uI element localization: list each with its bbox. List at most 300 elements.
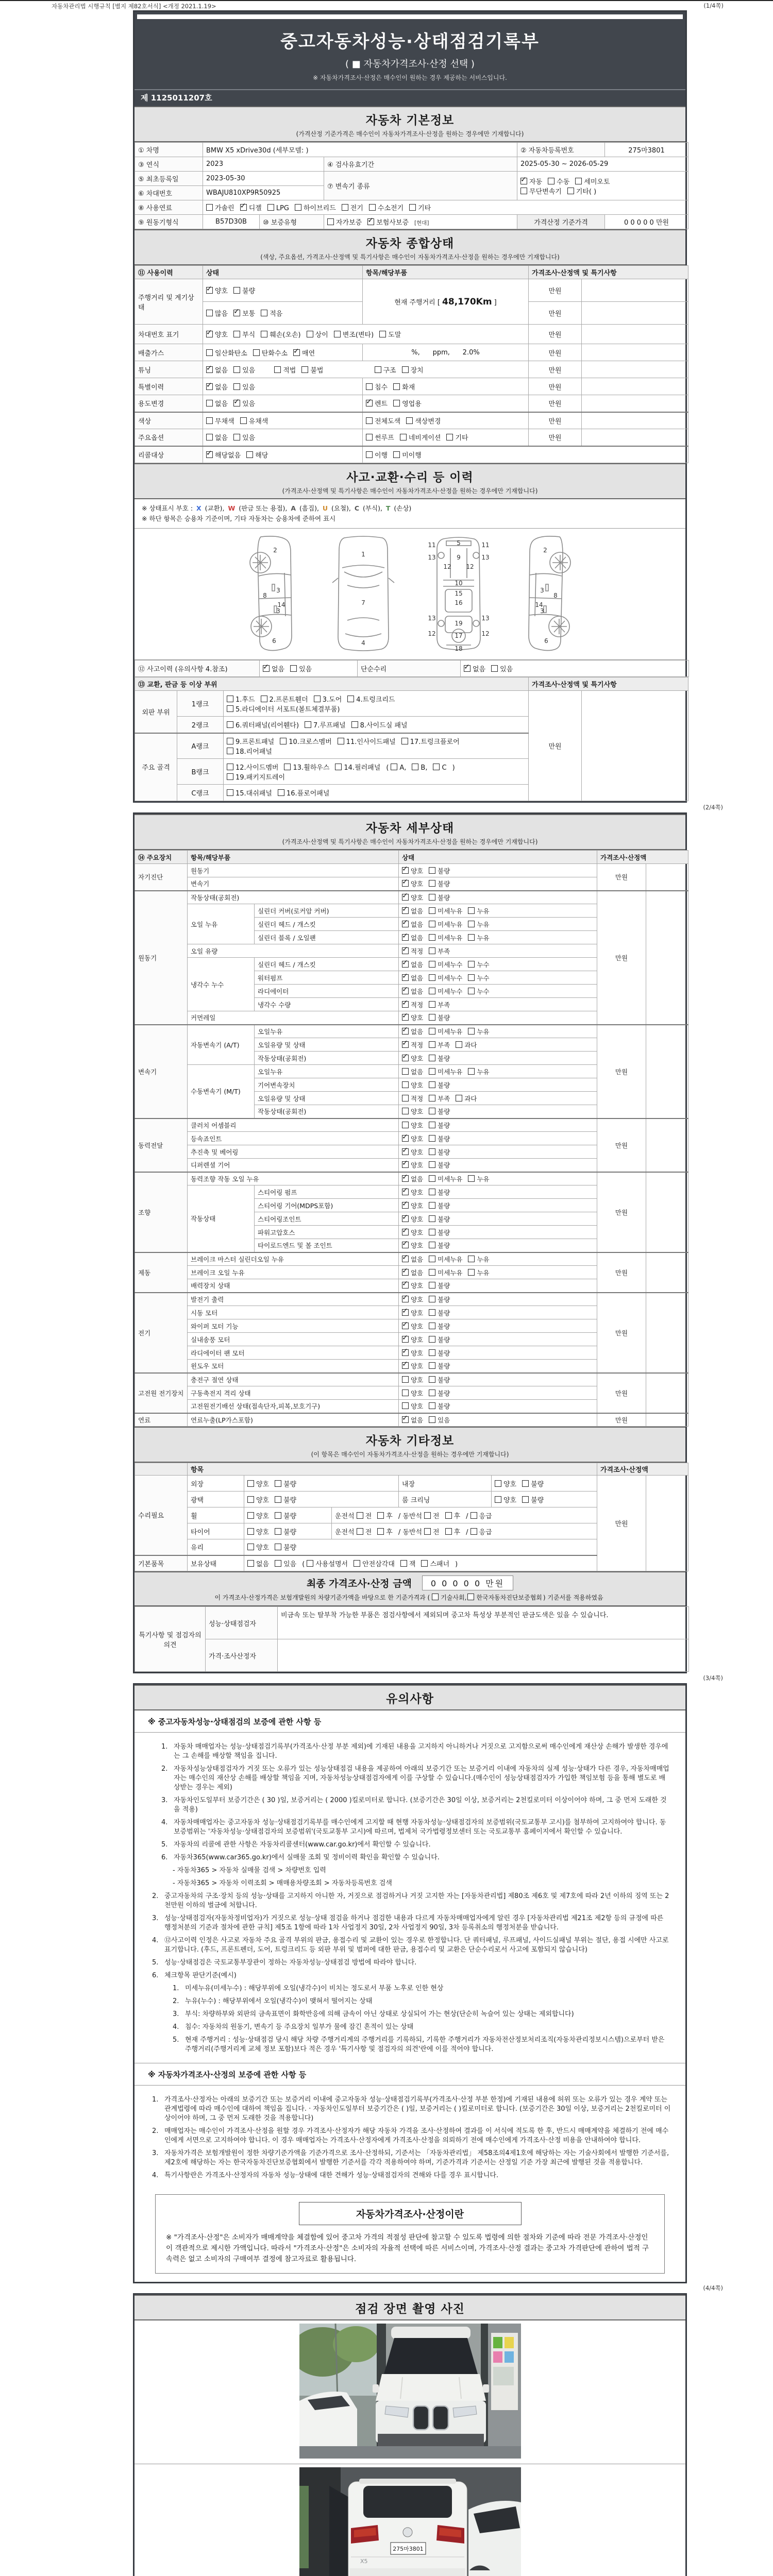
checkbox[interactable] [369, 204, 376, 211]
checkbox[interactable] [421, 1560, 428, 1567]
checkbox-label: 전기 [350, 205, 363, 212]
checkbox[interactable] [429, 1189, 435, 1195]
checkbox[interactable] [429, 1122, 435, 1128]
checkbox[interactable] [468, 907, 475, 914]
checkbox-label: 13.휠하우스 [293, 764, 330, 772]
checkbox[interactable] [402, 974, 409, 981]
checkbox[interactable] [253, 349, 260, 356]
detail-state-title: 자동차 세부상태 [365, 822, 455, 835]
checkbox[interactable] [206, 434, 213, 440]
checkbox[interactable] [206, 310, 213, 316]
checkbox[interactable] [402, 1068, 409, 1075]
checkbox[interactable] [227, 748, 233, 754]
label-cell: 외장 [188, 1476, 244, 1492]
checkbox[interactable] [567, 188, 574, 194]
checkbox-label: 상이 [315, 331, 328, 339]
label-cell: 실린더 헤드 / 개스킷 [255, 958, 399, 971]
checkbox[interactable] [402, 1269, 409, 1276]
checkbox[interactable] [393, 383, 400, 390]
checkbox-label: 양호 [411, 1282, 424, 1290]
checkbox[interactable] [429, 1402, 435, 1409]
checkbox[interactable] [354, 1560, 360, 1567]
label-cell: 실내송풍 모터 [188, 1333, 399, 1346]
checkbox[interactable] [429, 988, 435, 994]
checkbox[interactable] [409, 204, 416, 211]
checkbox[interactable] [424, 1528, 431, 1535]
checkbox-label: 양호 [411, 1108, 424, 1116]
checkbox[interactable] [429, 947, 435, 954]
checkbox[interactable] [402, 1202, 409, 1209]
inline-text: ) [452, 764, 455, 772]
checkbox-label: 없음 [272, 666, 285, 673]
checkbox[interactable] [468, 1175, 475, 1182]
checkbox[interactable] [227, 773, 233, 780]
checkbox[interactable] [495, 1496, 501, 1503]
checkbox-item [366, 450, 388, 460]
checkbox[interactable] [233, 366, 240, 373]
checkbox[interactable] [429, 1161, 435, 1168]
checkbox[interactable] [377, 1528, 384, 1535]
checkbox-item [429, 1375, 450, 1384]
checkbox[interactable] [307, 1560, 313, 1567]
checkbox-label: 보통 [242, 310, 256, 318]
label-cell: 가격조사·산정액 [597, 851, 688, 864]
basic-info-subtitle: (가격산정 기준가격은 매수인이 자동차가격조사·산정을 원하는 경우에만 기재합니다) [296, 130, 524, 138]
checkbox[interactable] [429, 1362, 435, 1369]
checkbox[interactable] [402, 1135, 409, 1142]
note-item: 5. 자동차의 리콜에 관한 사항은 자동차리콜센터(www.car.go.kr)에서 확인할 수 있습니다. [161, 1841, 431, 1849]
checkbox[interactable] [456, 1095, 462, 1101]
checkbox[interactable] [429, 1175, 435, 1182]
checkbox[interactable] [227, 789, 233, 796]
checkbox-item [393, 398, 422, 408]
checkbox[interactable] [429, 1001, 435, 1008]
checkbox[interactable] [290, 665, 297, 672]
checkbox[interactable] [327, 218, 334, 225]
checkbox[interactable] [412, 764, 418, 770]
checkbox[interactable] [402, 907, 409, 914]
checkbox[interactable] [295, 204, 301, 211]
checkbox-item [548, 176, 569, 186]
checkbox[interactable] [402, 1402, 409, 1409]
checkbox-item [567, 186, 596, 196]
label-cell: 만원 [597, 1252, 646, 1293]
checkbox-label: 없음 [411, 960, 424, 969]
checkbox[interactable] [357, 1528, 363, 1535]
checkbox-item [227, 772, 285, 782]
checkbox[interactable] [347, 696, 354, 702]
checkbox[interactable] [278, 789, 284, 796]
checkbox[interactable] [206, 400, 213, 406]
definition-box-paragraph: ※ "가격조사·산정"은 소비자가 매매계약을 체결함에 있어 중고차 가격의 적절성 판단에 참고할 수 있도록 법령에 의한 절차와 기준에 따라 전문 가격조사·산정인이 객관적으로 제시한 가액입니다. 따라서 "가격조사·산정"은 소비자의 자율적 선택에 따른 서비스이며, 가격조사·산정 결과는 중고차 가격판단에 관하여 법적 구속력은 없고 소비자의 구매여부 결정에 참고자료로 활용됩니다. [166, 2233, 649, 2263]
checkbox[interactable] [433, 764, 440, 770]
checkbox[interactable] [429, 1215, 435, 1222]
checkbox[interactable] [338, 738, 344, 744]
checkbox[interactable] [429, 1323, 435, 1329]
checkbox[interactable] [233, 310, 240, 316]
checkbox[interactable] [233, 383, 240, 390]
checkbox[interactable] [246, 451, 253, 458]
label-cell [646, 864, 688, 891]
checkbox-label: 18.리어패널 [236, 748, 272, 756]
svg-text:3: 3 [276, 587, 280, 594]
checkbox[interactable] [366, 400, 373, 406]
inline-text: / [466, 1528, 468, 1536]
label-cell: 자동변속기 (A/T) [188, 1025, 255, 1065]
checkbox[interactable] [206, 366, 213, 373]
checkbox[interactable] [261, 310, 267, 316]
checkbox[interactable] [429, 1068, 435, 1075]
page-label-2: (2/4쪽) [703, 804, 723, 811]
checkbox[interactable] [429, 1081, 435, 1088]
checkbox[interactable] [366, 434, 373, 440]
label-cell: 만원 [597, 864, 646, 891]
checkbox[interactable] [402, 1055, 409, 1061]
checkbox[interactable] [429, 1376, 435, 1383]
checkbox[interactable] [429, 1242, 435, 1248]
checkbox[interactable] [402, 1001, 409, 1008]
label-cell: 배출가스 [135, 344, 203, 361]
checkbox[interactable] [233, 287, 240, 294]
checkbox[interactable] [429, 1229, 435, 1235]
checkbox-label: 침수 [375, 383, 388, 392]
checkbox[interactable] [402, 1229, 409, 1235]
checkbox[interactable] [548, 178, 554, 184]
checkbox[interactable] [280, 738, 287, 744]
checkbox[interactable] [247, 1512, 254, 1519]
checkbox[interactable] [429, 934, 435, 941]
checkbox[interactable] [429, 961, 435, 968]
checkbox-item [402, 1201, 423, 1210]
checkbox[interactable] [429, 880, 435, 887]
checkbox-label: 양호 [411, 1309, 424, 1317]
label-cell: ⑭ 주요장치 [135, 851, 188, 864]
checkbox[interactable] [429, 907, 435, 914]
checkbox[interactable] [275, 1528, 281, 1535]
checkbox[interactable] [429, 867, 435, 874]
checkbox[interactable] [429, 1256, 435, 1262]
checkbox-item [406, 416, 441, 426]
checkbox-item [314, 694, 342, 704]
checkbox-item [227, 788, 272, 798]
segment-page2 [133, 812, 687, 1673]
checkbox[interactable] [275, 1496, 281, 1503]
checkbox[interactable] [402, 1416, 409, 1423]
state-code-meaning: (판금 또는 용접), [237, 504, 290, 512]
checkbox[interactable] [402, 947, 409, 954]
checkbox[interactable] [400, 434, 407, 440]
checkbox[interactable] [402, 1175, 409, 1182]
checkbox[interactable] [424, 1512, 431, 1519]
checkbox[interactable] [402, 934, 409, 941]
checkbox[interactable] [432, 1594, 439, 1600]
checkbox[interactable] [379, 331, 386, 337]
label-cell: 만원 [597, 1025, 646, 1118]
field-cell [203, 446, 363, 463]
checkbox-item [402, 1295, 423, 1304]
checkbox[interactable] [520, 188, 527, 194]
checkbox[interactable] [402, 1256, 409, 1262]
checkbox[interactable] [206, 349, 213, 356]
checkbox-item [429, 973, 462, 982]
checkbox[interactable] [357, 1512, 363, 1519]
checkbox[interactable] [429, 894, 435, 901]
checkbox[interactable] [401, 738, 408, 744]
field-cell [203, 302, 363, 325]
checkbox[interactable] [446, 434, 453, 440]
checkbox-label: 있음 [500, 666, 513, 673]
checkbox[interactable] [227, 721, 233, 728]
checkbox[interactable] [227, 764, 233, 770]
checkbox[interactable] [495, 1480, 501, 1487]
checkbox-item [334, 329, 374, 339]
checkbox[interactable] [429, 1014, 435, 1021]
checkbox-item [495, 1495, 516, 1504]
checkbox[interactable] [247, 1496, 254, 1503]
checkbox[interactable] [402, 1148, 409, 1155]
checkbox-item [429, 1107, 450, 1116]
checkbox-item [429, 893, 450, 902]
checkbox[interactable] [429, 1296, 435, 1302]
checkbox-item [402, 1121, 423, 1130]
checkbox[interactable] [429, 921, 435, 927]
checkbox[interactable] [402, 1108, 409, 1114]
checkbox-label: 양호 [503, 1480, 517, 1488]
checkbox[interactable] [402, 894, 409, 901]
checkbox[interactable] [429, 1309, 435, 1316]
checkbox[interactable] [342, 204, 348, 211]
checkbox[interactable] [293, 349, 300, 356]
checkbox-item [247, 1558, 269, 1568]
checkbox[interactable] [468, 1269, 475, 1276]
checkbox[interactable] [402, 366, 409, 373]
checkbox[interactable] [468, 961, 475, 968]
checkbox[interactable] [429, 1349, 435, 1356]
checkbox[interactable] [247, 1560, 254, 1567]
checkbox[interactable] [406, 417, 413, 424]
checkbox[interactable] [429, 1041, 435, 1048]
state-code-line [142, 503, 678, 514]
label-cell: 2025-05-30 ~ 2026-05-29 [517, 157, 688, 172]
checkbox-label: 유채색 [248, 417, 268, 426]
checkbox-label: 불량 [438, 1322, 450, 1330]
checkbox[interactable] [575, 178, 582, 184]
checkbox[interactable] [247, 1528, 254, 1535]
checkbox-item [402, 973, 423, 982]
checkbox[interactable] [402, 1095, 409, 1101]
checkbox[interactable] [301, 366, 308, 373]
checkbox[interactable] [470, 1528, 477, 1535]
checkbox[interactable] [227, 705, 233, 712]
checkbox[interactable] [402, 1282, 409, 1289]
checkbox[interactable] [275, 1544, 281, 1550]
checkbox[interactable] [402, 1349, 409, 1356]
label-cell: 색상 [135, 412, 203, 429]
checkbox-label: 없음 [411, 1027, 424, 1036]
checkbox[interactable] [206, 204, 213, 211]
checkbox-item [429, 987, 462, 996]
checkbox[interactable] [470, 1512, 477, 1519]
checkbox[interactable] [206, 383, 213, 390]
checkbox-label: LPG [276, 205, 289, 212]
label-cell: 항목/해당부품 [363, 266, 529, 279]
checkbox-label: 불량 [438, 1215, 450, 1223]
field-cell [399, 918, 597, 931]
checkbox[interactable] [468, 988, 475, 994]
checkbox-label: 적정 [411, 1041, 424, 1049]
checkbox[interactable] [429, 1108, 435, 1114]
checkbox[interactable] [402, 880, 409, 887]
checkbox[interactable] [261, 696, 267, 702]
checkbox-label: 사용설명서 [315, 1560, 348, 1568]
checkbox[interactable] [402, 1189, 409, 1195]
checkbox[interactable] [334, 331, 341, 337]
checkbox[interactable] [402, 1215, 409, 1222]
checkbox-item [491, 664, 513, 673]
checkbox[interactable] [402, 1161, 409, 1168]
label-cell: 외판 부위 [135, 691, 177, 733]
checkbox[interactable] [464, 665, 470, 672]
checkbox[interactable] [429, 1389, 435, 1396]
checkbox[interactable] [263, 665, 270, 672]
checkbox[interactable] [375, 366, 381, 373]
checkbox[interactable] [520, 178, 527, 184]
checkbox[interactable] [429, 1282, 435, 1289]
checkbox[interactable] [402, 921, 409, 927]
checkbox[interactable] [402, 1309, 409, 1316]
checkbox[interactable] [284, 764, 291, 770]
checkbox[interactable] [429, 974, 435, 981]
checkbox-label: 부족 [438, 1041, 450, 1049]
checkbox[interactable] [307, 331, 313, 337]
checkbox[interactable] [445, 1528, 452, 1535]
checkbox[interactable] [402, 1362, 409, 1369]
checkbox[interactable] [261, 331, 267, 337]
checkbox[interactable] [267, 204, 274, 211]
checkbox-item [429, 1348, 450, 1358]
field-cell [363, 429, 529, 446]
checkbox[interactable] [429, 1202, 435, 1209]
checkbox[interactable] [335, 764, 342, 770]
checkbox-item [369, 202, 404, 212]
checkbox[interactable] [206, 451, 213, 458]
checkbox-item [429, 1281, 450, 1290]
checkbox[interactable] [275, 1480, 281, 1487]
checkbox[interactable] [402, 1081, 409, 1088]
checkbox[interactable] [429, 1336, 435, 1343]
checkbox-item [468, 1255, 489, 1264]
checkbox-item [429, 1228, 450, 1237]
checkbox[interactable] [402, 1376, 409, 1383]
inline-text: ( [386, 764, 389, 772]
checkbox[interactable] [402, 1242, 409, 1248]
checkbox-label: 불량 [438, 1242, 450, 1250]
checkbox[interactable] [402, 1323, 409, 1329]
checkbox[interactable] [275, 1560, 281, 1567]
checkbox[interactable] [351, 721, 358, 728]
checkbox[interactable] [429, 1095, 435, 1101]
checkbox[interactable] [366, 451, 373, 458]
checkbox[interactable] [468, 921, 475, 927]
checkbox[interactable] [429, 1269, 435, 1276]
checkbox[interactable] [247, 1544, 254, 1550]
checkbox[interactable] [402, 867, 409, 874]
checkbox[interactable] [402, 1336, 409, 1343]
checkbox[interactable] [491, 665, 498, 672]
checkbox[interactable] [240, 204, 247, 211]
svg-text:12: 12 [481, 630, 490, 637]
checkbox[interactable] [314, 696, 321, 702]
label-cell: 가격조사·산정액 [597, 1463, 688, 1476]
label-cell: 항목/해당부품 [188, 851, 399, 864]
checkbox[interactable] [400, 1560, 407, 1567]
label-cell: 유리 [188, 1539, 244, 1555]
checkbox[interactable] [247, 1480, 254, 1487]
checkbox[interactable] [275, 1512, 281, 1519]
checkbox[interactable] [402, 1028, 409, 1035]
checkbox[interactable] [240, 417, 247, 424]
checkbox-label: 없음 [411, 987, 424, 995]
checkbox[interactable] [429, 1416, 435, 1423]
checkbox[interactable] [366, 417, 373, 424]
notes-heading-2: ※ 자동차가격조사·산정의 보증에 관한 사항 등 [135, 2063, 685, 2086]
checkbox[interactable] [233, 400, 240, 406]
checkbox[interactable] [402, 961, 409, 968]
label-cell: 고전원 전기장치 [135, 1373, 188, 1413]
checkbox[interactable] [429, 1028, 435, 1035]
checkbox[interactable] [522, 1496, 529, 1503]
checkbox[interactable] [468, 974, 475, 981]
checkbox[interactable] [402, 988, 409, 994]
checkbox[interactable] [429, 1135, 435, 1142]
field-cell [399, 1065, 597, 1078]
checkbox[interactable] [233, 331, 240, 337]
checkbox[interactable] [468, 1028, 475, 1035]
checkbox[interactable] [377, 1512, 384, 1519]
checkbox[interactable] [206, 287, 213, 294]
checkbox[interactable] [233, 434, 240, 440]
checkbox[interactable] [367, 218, 374, 225]
checkbox[interactable] [402, 1389, 409, 1396]
checkbox[interactable] [445, 1512, 452, 1519]
checkbox[interactable] [227, 738, 233, 744]
checkbox[interactable] [468, 1256, 475, 1262]
checkbox[interactable] [522, 1480, 529, 1487]
checkbox[interactable] [227, 696, 233, 702]
checkbox[interactable] [429, 1055, 435, 1061]
checkbox[interactable] [402, 1296, 409, 1302]
checkbox[interactable] [429, 1148, 435, 1155]
checkbox[interactable] [391, 764, 397, 770]
checkbox[interactable] [393, 451, 400, 458]
checkbox[interactable] [305, 721, 311, 728]
checkbox[interactable] [206, 331, 213, 337]
checkbox[interactable] [366, 383, 373, 390]
checkbox[interactable] [206, 417, 213, 424]
checkbox[interactable] [468, 1068, 475, 1075]
checkbox[interactable] [402, 1041, 409, 1048]
checkbox-label: 장치 [410, 366, 424, 375]
checkbox[interactable] [456, 1041, 462, 1048]
checkbox[interactable] [274, 366, 281, 373]
state-code-letter: W [228, 504, 236, 512]
checkbox[interactable] [468, 934, 475, 941]
checkbox[interactable] [393, 400, 400, 406]
svg-text:15: 15 [454, 590, 463, 597]
checkbox[interactable] [402, 1122, 409, 1128]
checkbox[interactable] [467, 1594, 474, 1600]
checkbox[interactable] [402, 1014, 409, 1021]
